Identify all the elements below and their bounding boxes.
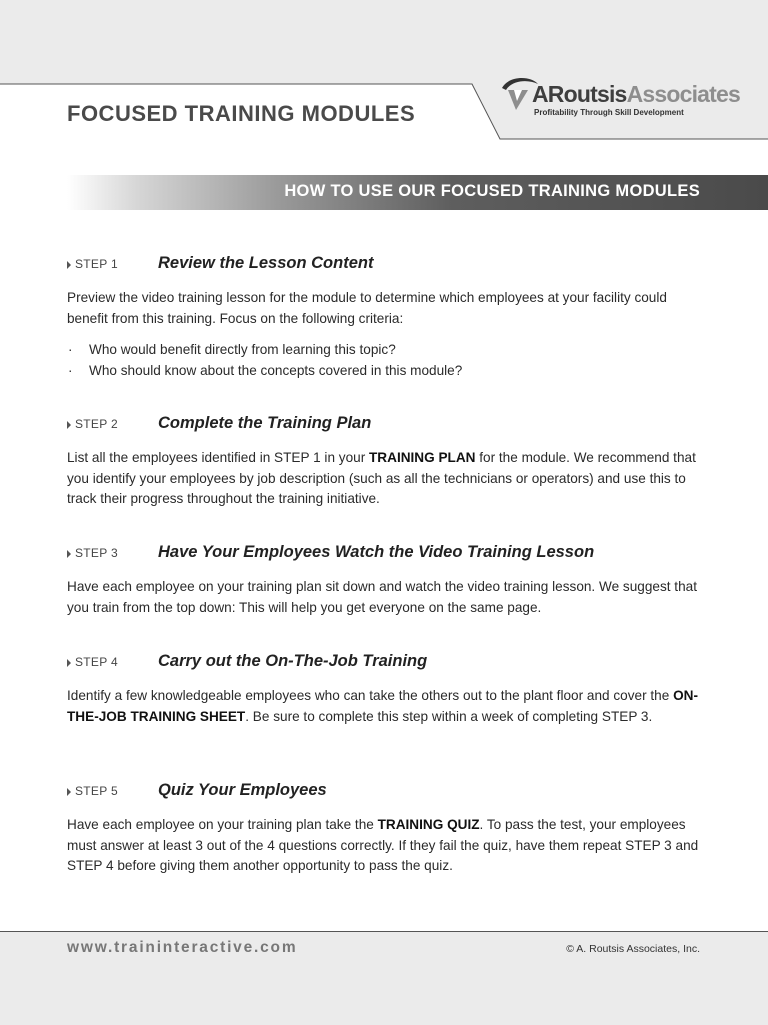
logo-name-part2: Associates bbox=[626, 81, 741, 107]
paragraph-text: . To pass the test, your employees must answer at least 3 out of the 4 questions correctly. If they fail the quiz, have them repeat STEP 3 and STEP 4 before giving them another opportunity to pass the quiz. bbox=[67, 817, 699, 874]
step-arrow-icon bbox=[67, 550, 71, 558]
bullet-dot-icon: · bbox=[68, 342, 73, 357]
paragraph-text: Have each employee on your training plan take the bbox=[67, 817, 378, 832]
training-plan-ref: TRAINING PLAN bbox=[369, 450, 476, 465]
step-2-heading bbox=[67, 414, 707, 436]
step-title: Review the Lesson Content bbox=[158, 254, 374, 272]
list-item bbox=[67, 340, 707, 361]
step-label: STEP 3 bbox=[75, 546, 118, 560]
step-4-paragraph bbox=[67, 686, 707, 727]
step-arrow-icon bbox=[67, 788, 71, 796]
step-title: Carry out the On-The-Job Training bbox=[158, 652, 428, 670]
logo-name-part1: ARoutsis bbox=[532, 81, 627, 107]
step-title: Complete the Training Plan bbox=[158, 414, 372, 432]
ojt-sheet-ref: ON-THE-JOB TRAINING SHEET bbox=[67, 688, 698, 724]
step-title: Have Your Employees Watch the Video Training Lesson bbox=[158, 543, 595, 561]
section-heading-band bbox=[67, 175, 768, 210]
step-label: STEP 1 bbox=[75, 257, 118, 271]
step-arrow-icon bbox=[67, 261, 71, 269]
paragraph-text: Have each employee on your training plan sit down and watch the video training lesson. We suggest that you train from the top down: This will help you get everyone on the same page. bbox=[67, 579, 697, 615]
step-label: STEP 2 bbox=[75, 417, 118, 431]
step-title: Quiz Your Employees bbox=[158, 781, 327, 799]
step-2-paragraph bbox=[67, 448, 707, 510]
paragraph-text: Preview the video training lesson for the module to determine which employees at your facility could benefit from this training. Focus on the following criteria: bbox=[67, 290, 667, 326]
step-3-paragraph bbox=[67, 577, 707, 618]
step-1-criteria-list bbox=[67, 340, 707, 381]
step-arrow-icon bbox=[67, 421, 71, 429]
list-item bbox=[67, 361, 707, 382]
paragraph-text: . Be sure to complete this step within a week of completing STEP 3. bbox=[245, 708, 653, 724]
step-1-heading bbox=[67, 254, 707, 276]
step-5-heading bbox=[67, 781, 707, 803]
section-title: HOW TO USE OUR FOCUSED TRAINING MODULES bbox=[284, 182, 700, 200]
step-4-heading bbox=[67, 652, 707, 674]
page-title: FOCUSED TRAINING MODULES bbox=[67, 101, 416, 126]
step-arrow-icon bbox=[67, 659, 71, 667]
step-3-heading bbox=[67, 543, 707, 565]
footer-website-url[interactable]: www.traininteractive.com bbox=[67, 939, 298, 956]
logo-wordmark bbox=[532, 81, 740, 107]
paragraph-text: Identify a few knowledgeable employees who can take the others out to the plant floor and cover the bbox=[67, 688, 674, 703]
bullet-text: Who should know about the concepts covered in this module? bbox=[89, 362, 463, 378]
step-1-paragraph bbox=[67, 288, 707, 329]
bullet-text: Who would benefit directly from learning this topic? bbox=[89, 342, 396, 357]
footer bbox=[0, 931, 768, 1025]
company-logo bbox=[500, 74, 741, 122]
footer-copyright: © A. Routsis Associates, Inc. bbox=[566, 943, 700, 955]
logo-tagline: Profitability Through Skill Development bbox=[534, 108, 684, 117]
paragraph-text: for the module. We recommend that you identify your employees by job description (such as all the technicians or operators) and use this to track their progress throughout the training initiative. bbox=[67, 450, 696, 507]
bullet-dot-icon: · bbox=[68, 362, 73, 378]
step-label: STEP 4 bbox=[75, 655, 118, 669]
step-5-paragraph bbox=[67, 815, 707, 877]
training-quiz-ref: TRAINING QUIZ bbox=[377, 817, 480, 832]
step-label: STEP 5 bbox=[75, 784, 118, 798]
paragraph-text: List all the employees identified in STEP 1 in your bbox=[67, 450, 369, 465]
